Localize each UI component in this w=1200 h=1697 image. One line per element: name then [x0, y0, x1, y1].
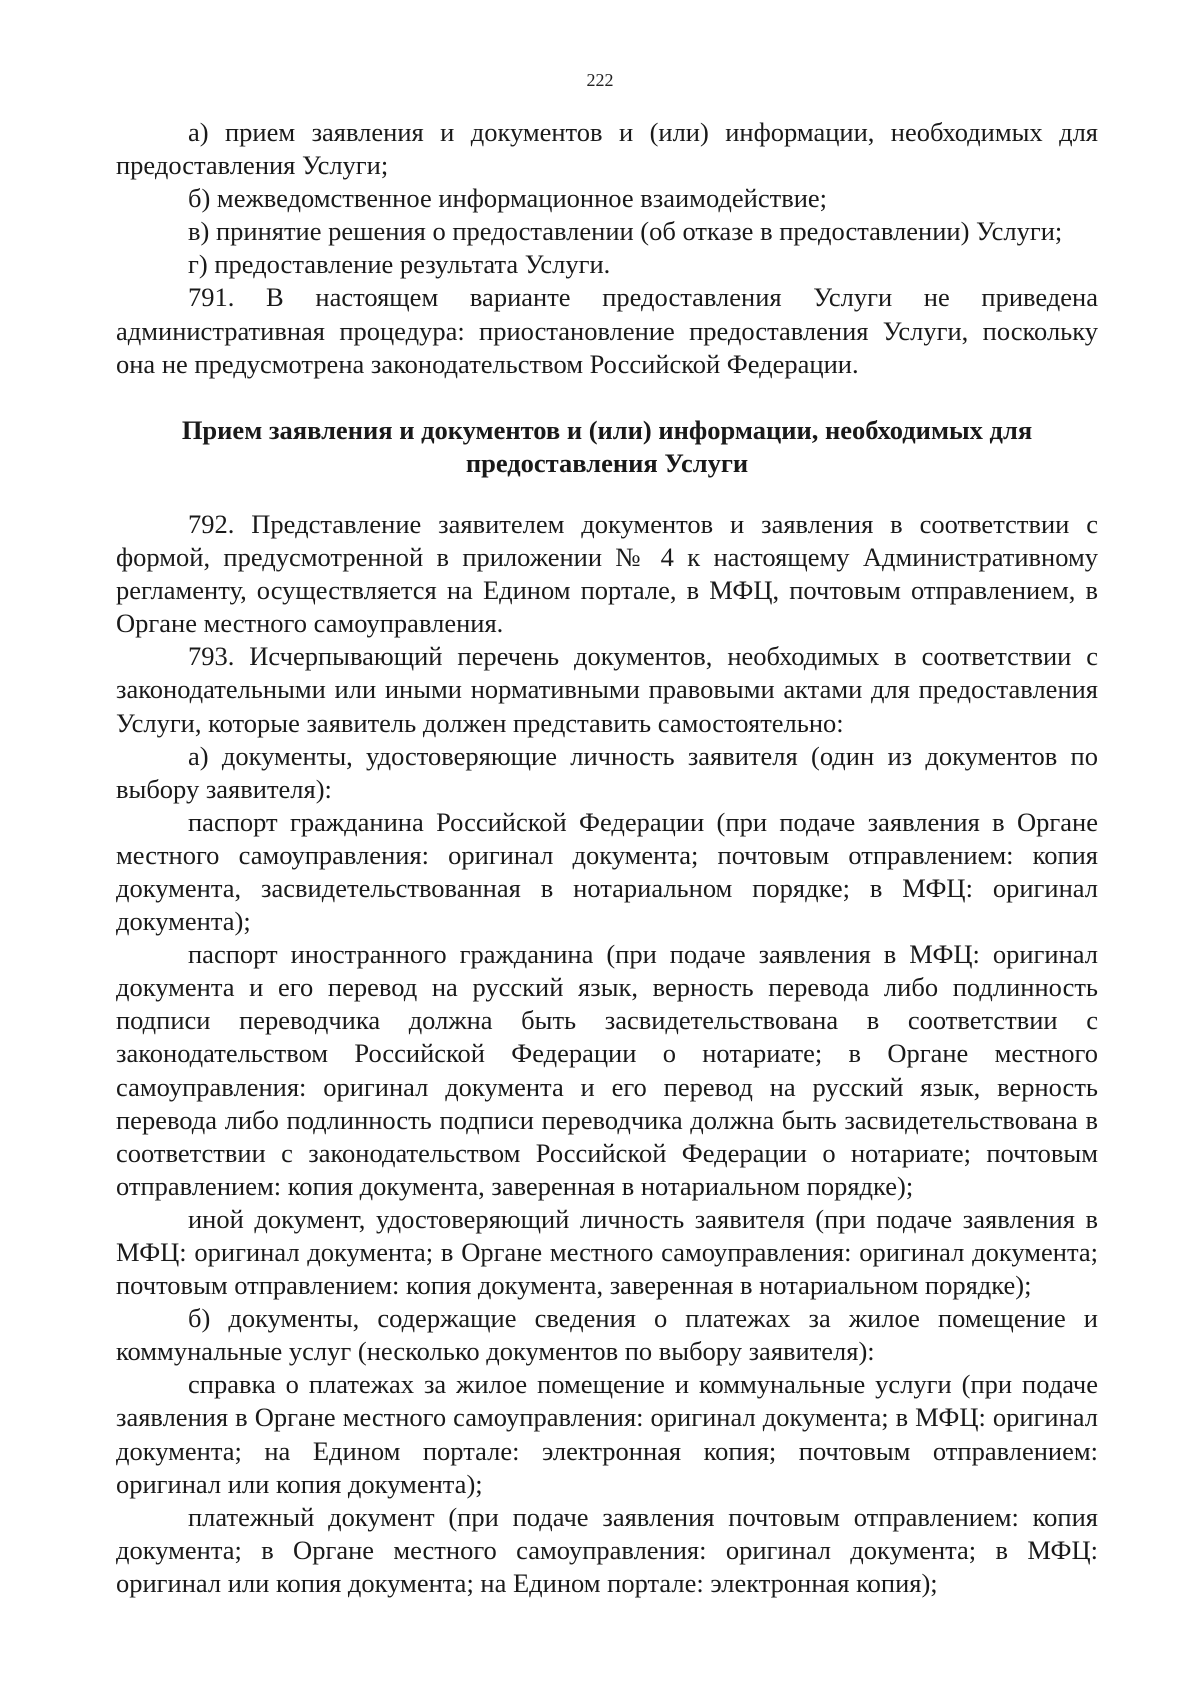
list-item-g: г) предоставление результата Услуги. [188, 249, 611, 280]
paragraph-791: 791. В настоящем варианте предоставления Услуги не приведена административная процедура: приостановление предоставления Услуги, поскольку она не предусмотрена законодательством Российской Федерации. [116, 282, 1098, 379]
page-number: 222 [586, 70, 614, 90]
section-heading-line-1: Прием заявления и документов и (или) информации, необходимых для [181, 414, 1033, 445]
paragraph-793: 793. Исчерпывающий перечень документов, необходимых в соответствии с законодательными или иными нормативными правовыми актами для предоставления Услуги, которые заявитель должен представить самостоятельно: [116, 641, 1098, 738]
section-heading-line-2: предоставления Услуги [465, 447, 749, 478]
list-item-foreign-passport: паспорт иностранного гражданина (при подаче заявления в МФЦ: оригинал документа и его перевод на русский язык, верность перевода либо подлинность подписи переводчика должна быть засвидетельствована в соответствии с законодательством Российской Федерации о нотариате; в Органе местного самоуправления: оригинал документа и его перевод на русский язык, верность перевода либо подлинность подписи переводчика должна быть засвидетельствована в соответствии с законодательством Российской Федерации о нотариате; почтовым отправлением: копия документа, заверенная в нотариальном порядке); [116, 939, 1098, 1201]
list-item-payment-document: платежный документ (при подаче заявления почтовым отправлением: копия документа; в Органе местного самоуправления: оригинал документа; в МФЦ: оригинал или копия документа; на Едином портале: электронная копия); [116, 1501, 1098, 1598]
list-item-b: б) межведомственное информационное взаимодействие; [188, 183, 828, 214]
list-item-payment-documents: б) документы, содержащие сведения о платежах за жилое помещение и коммунальные услуг (несколько документов по выбору заявителя): [116, 1303, 1098, 1367]
section-heading [116, 414, 1098, 480]
list-item-payment-certificate: справка о платежах за жилое помещение и коммунальные услуги (при подаче заявления в Органе местного самоуправления: оригинал документа; в МФЦ: оригинал документа; на Едином портале: электронная копия; почтовым отправлением: оригинал или копия документа); [116, 1369, 1098, 1499]
list-item-v: в) принятие решения о предоставлении (об отказе в предоставлении) Услуги; [188, 216, 1063, 247]
list-item-a: а) прием заявления и документов и (или) информации, необходимых для предоставления Услуги; [116, 117, 1098, 181]
list-item-russian-passport: паспорт гражданина Российской Федерации (при подаче заявления в Органе местного самоуправления: оригинал документа; почтовым отправлением: копия документа, засвидетельствованная в нотариальном порядке; в МФЦ: оригинал документа); [116, 806, 1098, 937]
document-body [116, 116, 1098, 1600]
list-item-other-id-document: иной документ, удостоверяющий личность заявителя (при подаче заявления в МФЦ: оригинал документа; в Органе местного самоуправления: оригинал документа; почтовым отправлением: копия документа, заверенная в нотариальном порядке); [116, 1203, 1098, 1301]
list-item-identity-documents: а) документы, удостоверяющие личность заявителя (один из документов по выбору заявителя): [116, 740, 1098, 804]
paragraph-792: 792. Представление заявителем документов и заявления в соответствии с формой, предусмотренной в приложении № 4 к настоящему Административному регламенту, осуществляется на Едином портале, в МФЦ, почтовым отправлением, в Органе местного самоуправления. [116, 508, 1098, 639]
